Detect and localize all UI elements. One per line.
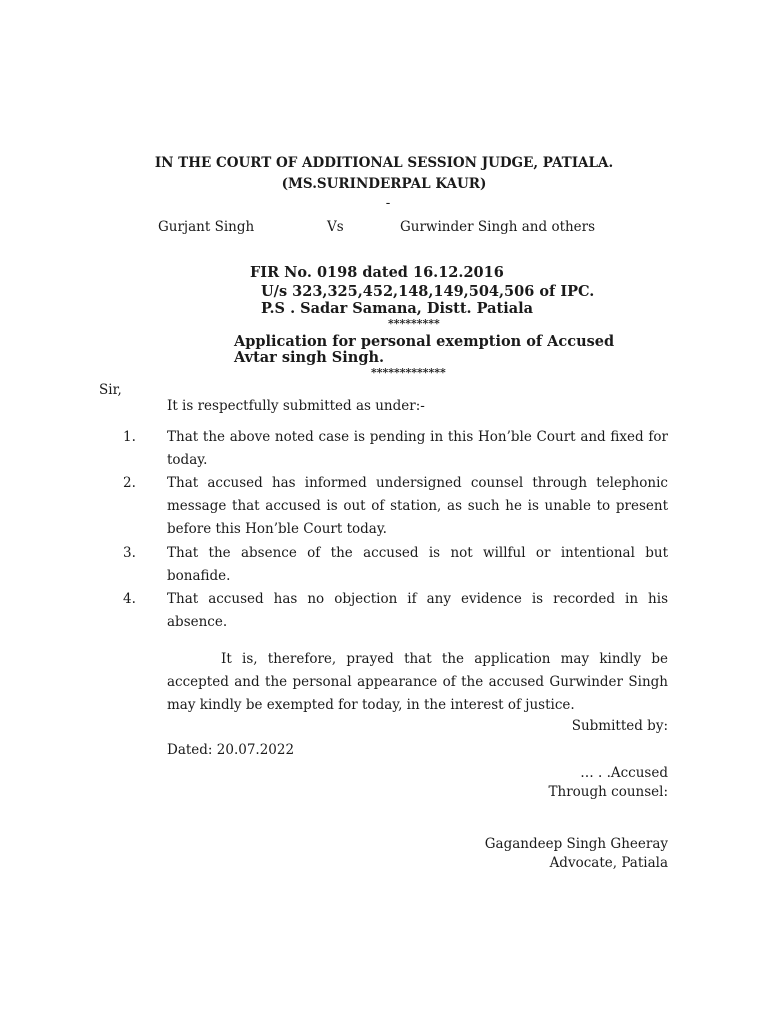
item-text: That the above noted case is pending in this Hon’ble Court and fixed for today.	[167, 429, 668, 468]
court-heading: IN THE COURT OF ADDITIONAL SESSION JUDGE, PATIALA.	[154, 155, 614, 171]
dash-separator: -	[385, 195, 391, 211]
application-title-line2: Avtar singh Singh.	[234, 349, 385, 366]
application-title-line1: Application for personal exemption of Accused	[234, 333, 615, 350]
petitioner-name: Gurjant Singh	[158, 219, 255, 235]
salutation: Sir,	[99, 382, 122, 398]
intro-text: It is respectfully submitted as under:-	[167, 398, 425, 414]
star-separator-2: *************	[371, 366, 446, 379]
prayer-paragraph: It is, therefore, prayed that the application may kindly be accepted and the personal appearance of the accused Gurwinder Singh may kindly be exempted for today, in the interest of justice.	[167, 651, 668, 713]
item-number: 1.	[123, 429, 136, 445]
ipc-sections: U/s 323,325,452,148,149,504,506 of IPC.	[261, 283, 595, 300]
item-number: 2.	[123, 475, 136, 491]
accused-label: … . .Accused	[580, 765, 668, 781]
respondent-name: Gurwinder Singh and others	[400, 219, 596, 235]
versus-label: Vs	[327, 219, 344, 235]
counsel-designation: Advocate, Patiala	[549, 855, 668, 871]
police-station: P.S . Sadar Samana, Distt. Patiala	[261, 300, 534, 317]
through-counsel: Through counsel:	[548, 784, 668, 800]
item-text: That accused has informed undersigned counsel through telephonic message that accused is out of station, as such he is unable to present before this Hon’ble Court today.	[167, 475, 668, 537]
item-text: That the absence of the accused is not willful or intentional but bonafide.	[167, 545, 668, 584]
date-line: Dated: 20.07.2022	[167, 742, 295, 758]
item-number: 4.	[123, 591, 136, 607]
fir-number: FIR No. 0198 dated 16.12.2016	[250, 264, 504, 281]
item-number: 3.	[123, 545, 136, 561]
star-separator-1: *********	[388, 317, 440, 330]
counsel-name: Gagandeep Singh Gheeray	[484, 836, 668, 852]
judge-name: (MS.SURINDERPAL KAUR)	[281, 176, 487, 192]
submitted-by: Submitted by:	[571, 718, 668, 734]
item-text: That accused has no objection if any evidence is recorded in his absence.	[167, 591, 668, 630]
